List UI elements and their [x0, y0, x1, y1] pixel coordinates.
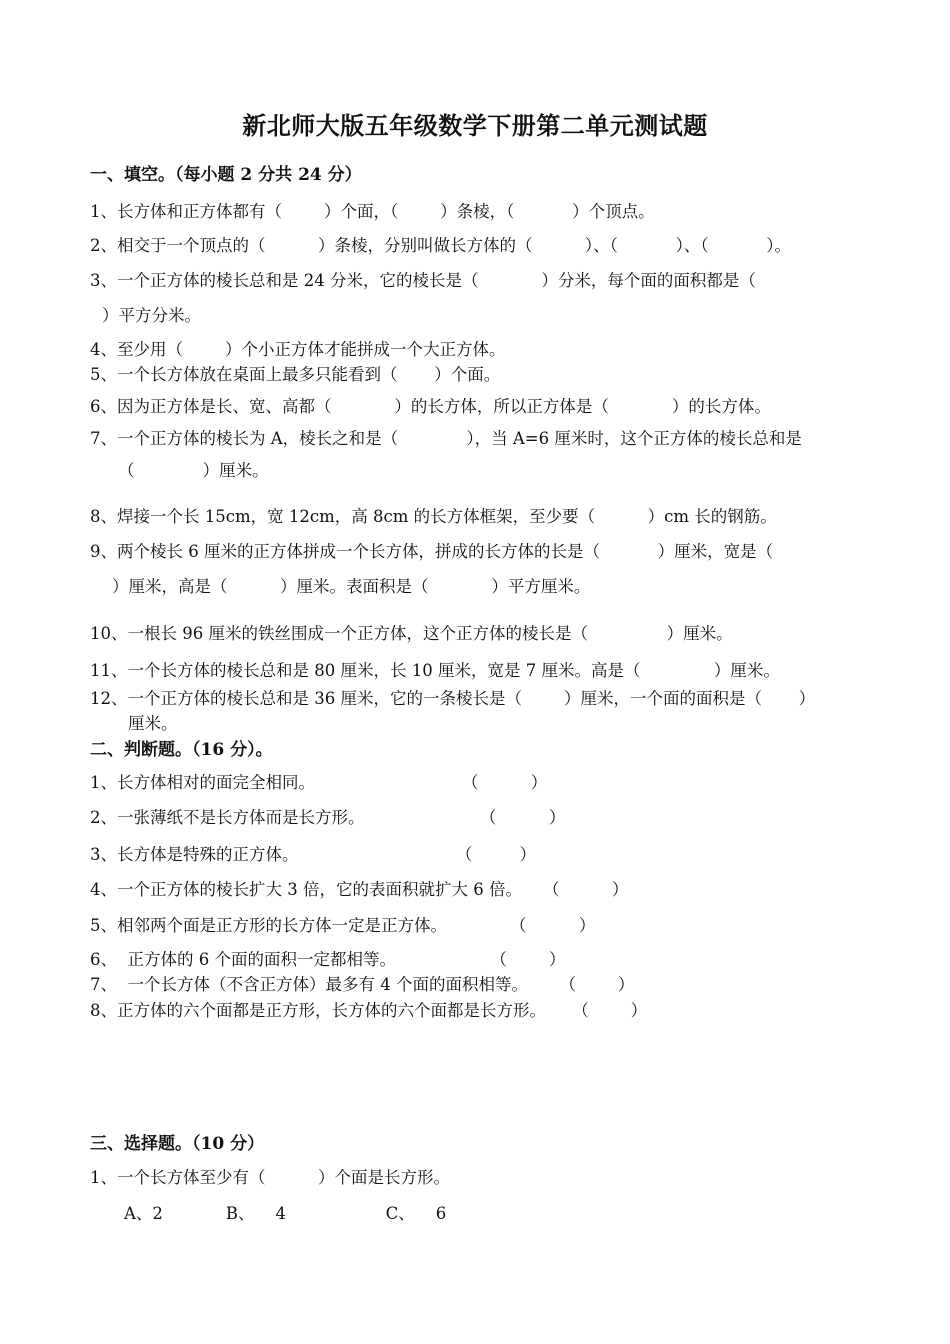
page-title: 新北师大版五年级数学下册第二单元测试题 — [242, 111, 708, 140]
judge-question-4: 4、一个正方体的棱长扩大 3 倍，它的表面积就扩大 6 倍。 （ ） — [90, 880, 629, 899]
fill-question-2: 2、相交于一个顶点的（ ）条棱，分别叫做长方体的（ ）、（ ）、（ ）。 — [90, 236, 792, 255]
fill-question-9: 9、两个棱长 6 厘米的正方体拼成一个长方体，拼成的长方体的长是（ ）厘米，宽是（ — [90, 542, 774, 561]
fill-question-7: 7、一个正方体的棱长为 A，棱长之和是（ ），当 A=6 厘米时，这个正方体的棱长总和是 — [90, 429, 802, 448]
judge-question-6: 6、 正方体的 6 个面的面积一定都相等。 （ ） — [90, 950, 566, 969]
judge-question-2: 2、一张薄纸不是长方体而是长方形。 （ ） — [90, 808, 566, 827]
judge-question-1: 1、长方体相对的面完全相同。 （ ） — [90, 773, 548, 792]
fill-question-6: 6、因为正方体是长、宽、高都（ ）的长方体，所以正方体是（ ）的长方体。 — [90, 397, 771, 416]
section-choice-heading: 三、选择题。（10 分） — [90, 1134, 265, 1154]
fill-question-11: 11、一个长方体的棱长总和是 80 厘米，长 10 厘米，宽是 7 厘米。高是（ ）厘米。 — [90, 661, 780, 680]
fill-question-5: 5、一个长方体放在桌面上最多只能看到（ ）个面。 — [90, 365, 501, 384]
choice-question-1: 1、一个长方体至少有（ ）个面是长方形。 — [90, 1168, 450, 1187]
choice-question-1-options: A、2 B、 4 C、 6 — [124, 1204, 447, 1223]
fill-question-3: 3、一个正方体的棱长总和是 24 分米，它的棱长是（ ）分米，每个面的面积都是（ — [90, 271, 756, 290]
fill-question-12: 12、一个正方体的棱长总和是 36 厘米，它的一条棱长是（ ）厘米，一个面的面积是（ ） — [90, 689, 816, 708]
judge-question-8: 8、正方体的六个面都是正方形，长方体的六个面都是长方形。 （ ） — [90, 1001, 648, 1020]
fill-question-3-cont: ）平方分米。 — [102, 306, 201, 325]
section-true-false-heading: 二、判断题。（16 分）。 — [90, 740, 273, 760]
fill-question-9-cont: ）厘米，高是（ ）厘米。表面积是（ ）平方厘米。 — [112, 577, 591, 596]
judge-question-5: 5、相邻两个面是正方形的长方体一定是正方体。 （ ） — [90, 916, 596, 935]
fill-question-7-cont: （ ）厘米。 — [118, 461, 269, 480]
fill-question-1: 1、长方体和正方体都有（ ）个面，（ ）条棱，（ ）个顶点。 — [90, 202, 655, 221]
fill-question-8: 8、焊接一个长 15cm，宽 12cm，高 8cm 的长方体框架，至少要（ ）cm 长的钢筋。 — [90, 507, 777, 526]
section-fill-in-heading: 一、填空。（每小题 2 分共 24 分） — [90, 165, 362, 185]
judge-question-7: 7、 一个长方体（不含正方体）最多有 4 个面的面积相等。 （ ） — [90, 975, 635, 994]
fill-question-12-cont: 厘米。 — [128, 714, 178, 733]
judge-question-3: 3、长方体是特殊的正方体。 （ ） — [90, 845, 537, 864]
fill-question-4: 4、至少用（ ）个小正方体才能拼成一个大正方体。 — [90, 340, 506, 359]
fill-question-10: 10、一根长 96 厘米的铁丝围成一个正方体，这个正方体的棱长是（ ）厘米。 — [90, 624, 733, 643]
